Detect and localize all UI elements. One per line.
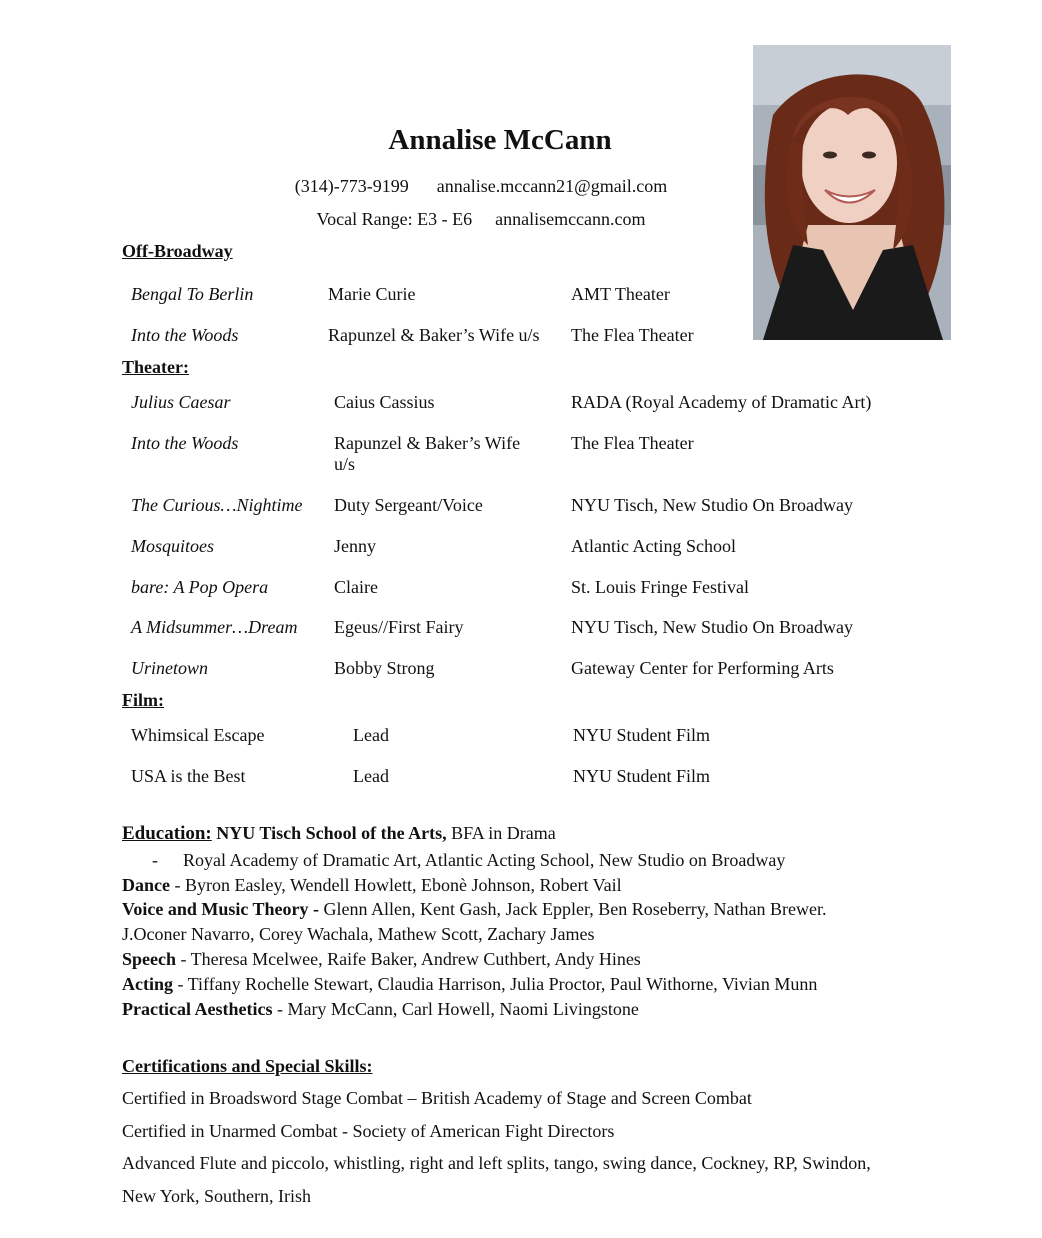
credit-venue: NYU Tisch, New Studio On Broadway: [571, 617, 854, 637]
voice-teachers-continued: J.Oconer Navarro, Corey Wachala, Mathew Scott, Zachary James: [122, 924, 595, 944]
credit-venue: RADA (Royal Academy of Dramatic Art): [571, 392, 872, 412]
voice-teachers: Glenn Allen, Kent Gash, Jack Eppler, Ben Roseberry, Nathan Brewer.: [319, 899, 827, 919]
credit-venue: NYU Student Film: [573, 766, 711, 786]
credit-role: Lead: [353, 766, 389, 786]
skill-line: Advanced Flute and piccolo, whistling, right and left splits, tango, swing dance, Cockney, RP, Swindon,: [122, 1153, 871, 1173]
dance-teachers: - Byron Easley, Wendell Howlett, Ebonè Johnson, Robert Vail: [170, 875, 622, 895]
resume-name: Annalise McCann: [388, 124, 612, 156]
voice-training: [122, 899, 827, 920]
credit-venue: NYU Student Film: [573, 725, 711, 745]
credit-show: A Midsummer…Dream: [131, 617, 298, 637]
credit-role: Duty Sergeant/Voice: [334, 495, 483, 515]
credit-venue: The Flea Theater: [571, 325, 694, 345]
education-studios: Royal Academy of Dramatic Art, Atlantic Acting School, New Studio on Broadway: [183, 850, 786, 870]
credit-venue: Atlantic Acting School: [571, 536, 736, 556]
section-heading-theater: Theater:: [122, 357, 189, 377]
credit-show: The Curious…Nightime: [131, 495, 303, 515]
education-line: [122, 823, 556, 845]
credit-show: Urinetown: [131, 658, 209, 678]
email-address: annalise.mccann21@gmail.com: [436, 176, 668, 196]
credit-role: Marie Curie: [328, 284, 416, 304]
section-heading-off-broadway: Off-Broadway: [122, 241, 233, 261]
credit-role: Bobby Strong: [334, 658, 435, 678]
credit-show: Bengal To Berlin: [131, 284, 254, 304]
voice-label: Voice and Music Theory -: [122, 899, 320, 919]
practical-aesthetics-training: [122, 999, 639, 1020]
practical-aesthetics-label: Practical Aesthetics: [122, 999, 273, 1019]
phone-number: (314)-773-9199: [294, 176, 409, 196]
credit-show: Into the Woods: [131, 433, 239, 453]
credit-show: Mosquitoes: [131, 536, 214, 556]
speech-teachers: - Theresa Mcelwee, Raife Baker, Andrew Cuthbert, Andy Hines: [176, 949, 641, 969]
credit-venue: Gateway Center for Performing Arts: [571, 658, 834, 678]
acting-teachers: - Tiffany Rochelle Stewart, Claudia Harrison, Julia Proctor, Paul Withorne, Vivian Munn: [173, 974, 818, 994]
credit-role: Rapunzel & Baker’s Wife u/s: [328, 325, 540, 345]
speech-label: Speech: [122, 949, 176, 969]
dance-label: Dance: [122, 875, 170, 895]
skill-line: New York, Southern, Irish: [122, 1186, 311, 1206]
section-heading-film: Film:: [122, 690, 164, 710]
acting-label: Acting: [122, 974, 173, 994]
acting-training: [122, 974, 817, 995]
section-heading-education: Education:: [122, 823, 212, 844]
education-school: NYU Tisch School of the Arts,: [216, 823, 447, 843]
credit-show: USA is the Best: [131, 766, 246, 786]
speech-training: [122, 949, 641, 970]
credit-venue: NYU Tisch, New Studio On Broadway: [571, 495, 854, 515]
credit-role: Claire: [334, 577, 378, 597]
vocal-range: Vocal Range: E3 - E6: [316, 209, 473, 229]
credit-role: Egeus//First Fairy: [334, 617, 464, 637]
section-heading-skills: Certifications and Special Skills:: [122, 1056, 373, 1076]
credit-show: Julius Caesar: [131, 392, 231, 412]
skill-line: Certified in Unarmed Combat - Society of American Fight Directors: [122, 1121, 615, 1141]
dance-training: [122, 875, 622, 896]
credit-show: Into the Woods: [131, 325, 239, 345]
credit-venue: St. Louis Fringe Festival: [571, 577, 750, 597]
skill-line: Certified in Broadsword Stage Combat – British Academy of Stage and Screen Combat: [122, 1088, 752, 1108]
headshot-photo: [753, 45, 951, 340]
credit-role: Jenny: [334, 536, 376, 556]
practical-aesthetics-teachers: - Mary McCann, Carl Howell, Naomi Livingstone: [272, 999, 639, 1019]
credit-role: Caius Cassius: [334, 392, 435, 412]
website: annalisemccann.com: [495, 209, 646, 229]
credit-show: bare: A Pop Opera: [131, 577, 269, 597]
credit-role-continued: u/s: [334, 454, 356, 474]
credit-venue: AMT Theater: [571, 284, 670, 304]
credit-venue: The Flea Theater: [571, 433, 694, 453]
credit-show: Whimsical Escape: [131, 725, 265, 745]
credit-role: Rapunzel & Baker’s Wife: [334, 433, 521, 453]
credit-role: Lead: [353, 725, 389, 745]
education-bullet: -: [152, 850, 158, 870]
education-degree: BFA in Drama: [446, 823, 556, 843]
